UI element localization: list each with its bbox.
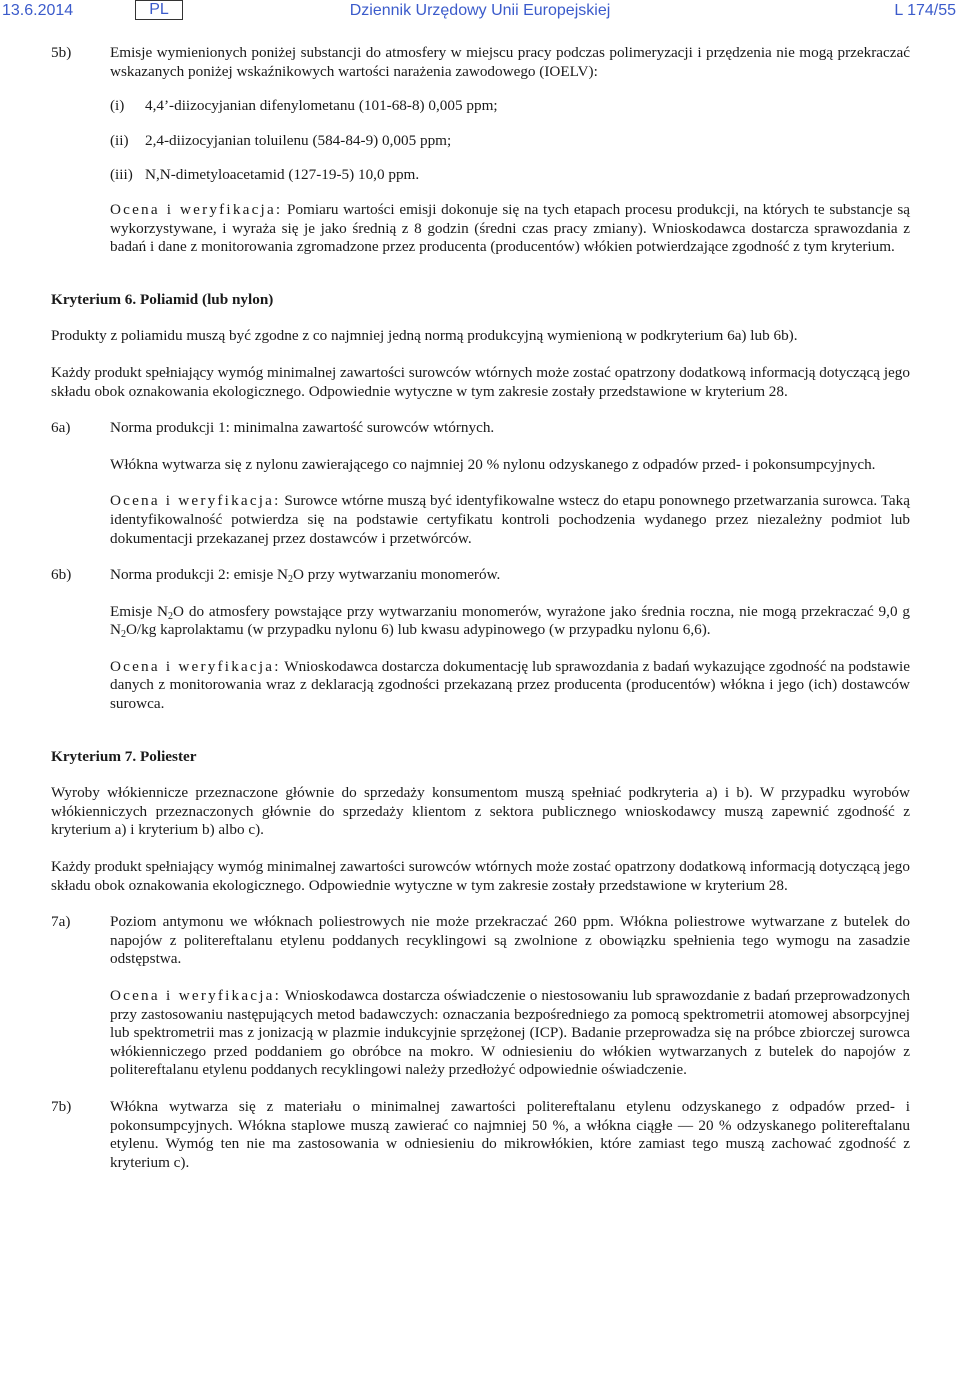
item-label: 5b) <box>51 44 72 61</box>
header-language-box: PL <box>135 0 183 20</box>
sub-item-label: (iii) <box>110 166 133 184</box>
item-body <box>110 419 910 548</box>
item-text: Włókna wytwarza się z materiału o minimalnej zawartości politereftalanu etylenu odzyskanego z odpadów przed- i pokonsumpcyjnych. Włókna staplowe muszą zawierać co najmniej 50 %, a włókna ciągłe — 20 % odzyskanego politereftalanu etylenu. Wymóg ten nie ma zastosowania w odniesieniu do mikrowłókien, które zamiast tego muszą zachować zgodność z kryterium c). <box>110 1097 910 1171</box>
header-page-number: L 174/55 <box>894 2 956 19</box>
assessment-paragraph <box>110 987 910 1080</box>
item-label: 6b) <box>51 566 72 584</box>
item-text: Poziom antymonu we włóknach poliestrowych nie może przekraczać 260 ppm. Włókna poliestrowe wytwarzane z butelek do napojów z politereftalanu etylenu poddanych recyklingowi są zwolnione z obowiązku spełnienia tego wymogu na zasadzie odstępstwa. <box>110 913 910 968</box>
assessment-paragraph <box>110 201 910 257</box>
criterion-title: Poliamid (lub nylon) <box>140 290 274 308</box>
item-label: 7a) <box>51 913 71 931</box>
item-5b <box>51 44 910 257</box>
item-7a <box>51 913 910 1080</box>
item-title <box>110 566 910 585</box>
item-6a <box>51 419 910 548</box>
header-date: 13.6.2014 <box>2 2 74 19</box>
assessment-paragraph <box>110 492 910 548</box>
sub-item-label: (ii) <box>110 131 129 149</box>
item-body <box>110 566 910 714</box>
item-7b <box>51 1098 910 1172</box>
item-title: Norma produkcji 1: minimalna zawartość surowców wtórnych. <box>110 419 495 437</box>
sub-item <box>110 166 910 185</box>
assessment-text: Pomiaru wartości emisji dokonuje się na tych etapach procesu produkcji, na których te substancje są wykorzystywane, i wyraża się je jako średnią z 8 godzin (średni czas pracy zmiany). Wnioskodawca dostarcza sprawozdania z badań i dane z monitorowania zgromadzone przez producenta (producentów) włókien potwierdzające zgodność z tym kryterium. <box>110 200 910 256</box>
assessment-text: Wnioskodawca dostarcza oświadczenie o niestosowaniu lub sprawozdanie z badań przeprowadzonych przy zastosowaniu następujących metod badawczych: oznaczania bezpośredniego za pomocą spektrometrii atomowej absorpcyjnej lub spektrometrii mas z jonizacją w plazmie indukcyjnie sprzężonej (ICP). Badanie przeprowadza się na próbce zbiorczej surowca włókienniczego przed poddaniem go obróbce na mokro. W odniesieniu do włókien wytwarzanych z butelek do napojów z politereftalanu etylenu poddanych recyklingowi należy przedłożyć odpowiednie oświadczenie. <box>110 987 910 1079</box>
page-header <box>0 0 960 22</box>
sub-item-label: (i) <box>110 97 125 115</box>
document-body <box>51 44 910 1172</box>
criterion-6-intro: Produkty z poliamidu muszą być zgodne z co najmniej jedną normą produkcyjną wymienioną w podkryterium 6a) lub 6b). <box>51 327 798 345</box>
criterion-title: Poliester <box>140 747 197 765</box>
item-body <box>110 44 910 257</box>
sub-item-text: 4,4’-diizocyjanian difenylometanu (101-68-8) 0,005 ppm; <box>145 97 498 115</box>
item-text: Włókna wytwarza się z nylonu zawierającego co najmniej 20 % nylonu odzyskanego z odpadów przed- i pokonsumpcyjnych. <box>110 455 876 473</box>
criterion-6-heading <box>51 291 910 310</box>
sub-item <box>110 97 910 116</box>
criterion-6-recycled-info: Każdy produkt spełniający wymóg minimalnej zawartości surowców wtórnych może zostać opatrzony dodatkową informacją dotyczącą jego składu obok oznakowania ekologicznego. Odpowiednie wytyczne w tym zakresie zostały przedstawione w kryterium 28. <box>51 363 910 400</box>
assessment-text: Wnioskodawca dostarcza dokumentację lub sprawozdania z badań wykazujące zgodność na podstawie danych z monitorowania wraz z deklaracją zgodności przekazaną przez producenta (producentów) włókna i jego (ich) dostawców surowca. <box>110 657 910 713</box>
text-part: Norma produkcji 2: emisje N <box>110 566 288 584</box>
text-part: O do atmosfery powstające przy wytwarzaniu monomerów, wyrażone jako średnia roczna, nie mogą przekraczać 9,0 g N <box>110 602 910 639</box>
subscript: 2 <box>288 574 293 586</box>
sub-item-text: 2,4-diizocyjanian toluilenu (584-84-9) 0,005 ppm; <box>145 131 452 149</box>
criterion-number: Kryterium 7. <box>51 747 140 765</box>
subscript: 2 <box>168 610 174 622</box>
criterion-number: Kryterium 6. <box>51 290 140 308</box>
assessment-paragraph <box>110 658 910 714</box>
item-text: Emisje wymienionych poniżej substancji do atmosfery w miejscu pracy podczas polimeryzacji i przędzenia nie mogą przekraczać wskazanych poniżej wskaźnikowych wartości narażenia zawodowego (IOELV): <box>110 44 910 80</box>
item-body <box>110 1098 910 1172</box>
criterion-7-heading <box>51 748 910 767</box>
criterion-7-recycled-info: Każdy produkt spełniający wymóg minimalnej zawartości surowców wtórnych może zostać opatrzony dodatkową informacją dotyczącą jego składu obok oznakowania ekologicznego. Odpowiednie wytyczne w tym zakresie zostały przedstawione w kryterium 28. <box>51 858 910 894</box>
item-label: 7b) <box>51 1097 72 1115</box>
item-text <box>110 603 910 640</box>
item-label: 6a) <box>51 419 71 437</box>
assessment-label: Ocena i weryfikacja: <box>110 492 281 510</box>
text-part: Emisje N <box>110 602 169 620</box>
header-journal-title: Dziennik Urzędowy Unii Europejskiej <box>349 2 611 19</box>
item-6b <box>51 566 910 714</box>
assessment-label: Ocena i weryfikacja: <box>110 987 282 1004</box>
sub-item-text: N,N-dimetyloacetamid (127-19-5) 10,0 ppm. <box>145 166 420 184</box>
text-part: O/kg kaprolaktamu (w przypadku nylonu 6) lub kwasu adypinowego (w przypadku nylonu 6,6). <box>125 621 711 639</box>
subscript: 2 <box>120 629 126 641</box>
sub-item <box>110 132 910 151</box>
criterion-7-intro: Wyroby włókiennicze przeznaczone głównie do sprzedaży konsumentom muszą spełniać podkryteria a) i b). W przypadku wyrobów włókienniczych przeznaczonych głównie do sprzedaży klientom z sektora publicznego wnioskodawcy muszą zapewnić zgodność z kryterium a) i kryterium b) albo c). <box>51 784 910 839</box>
assessment-text: Surowce wtórne muszą być identyfikowalne wstecz do etapu ponownego przetwarzania surowca. Taką identyfikowalność potwierdza się na podstawie certyfikatu kontroli pochodzenia wydanego przez niezależny podmiot lub dokumentacji przekazanej przez dostawców i przetwórców. <box>110 492 910 547</box>
assessment-label: Ocena i weryfikacja: <box>110 657 281 675</box>
text-part: O przy wytwarzaniu monomerów. <box>293 566 501 584</box>
assessment-label: Ocena i weryfikacja: <box>110 200 283 218</box>
item-body <box>110 913 910 1080</box>
